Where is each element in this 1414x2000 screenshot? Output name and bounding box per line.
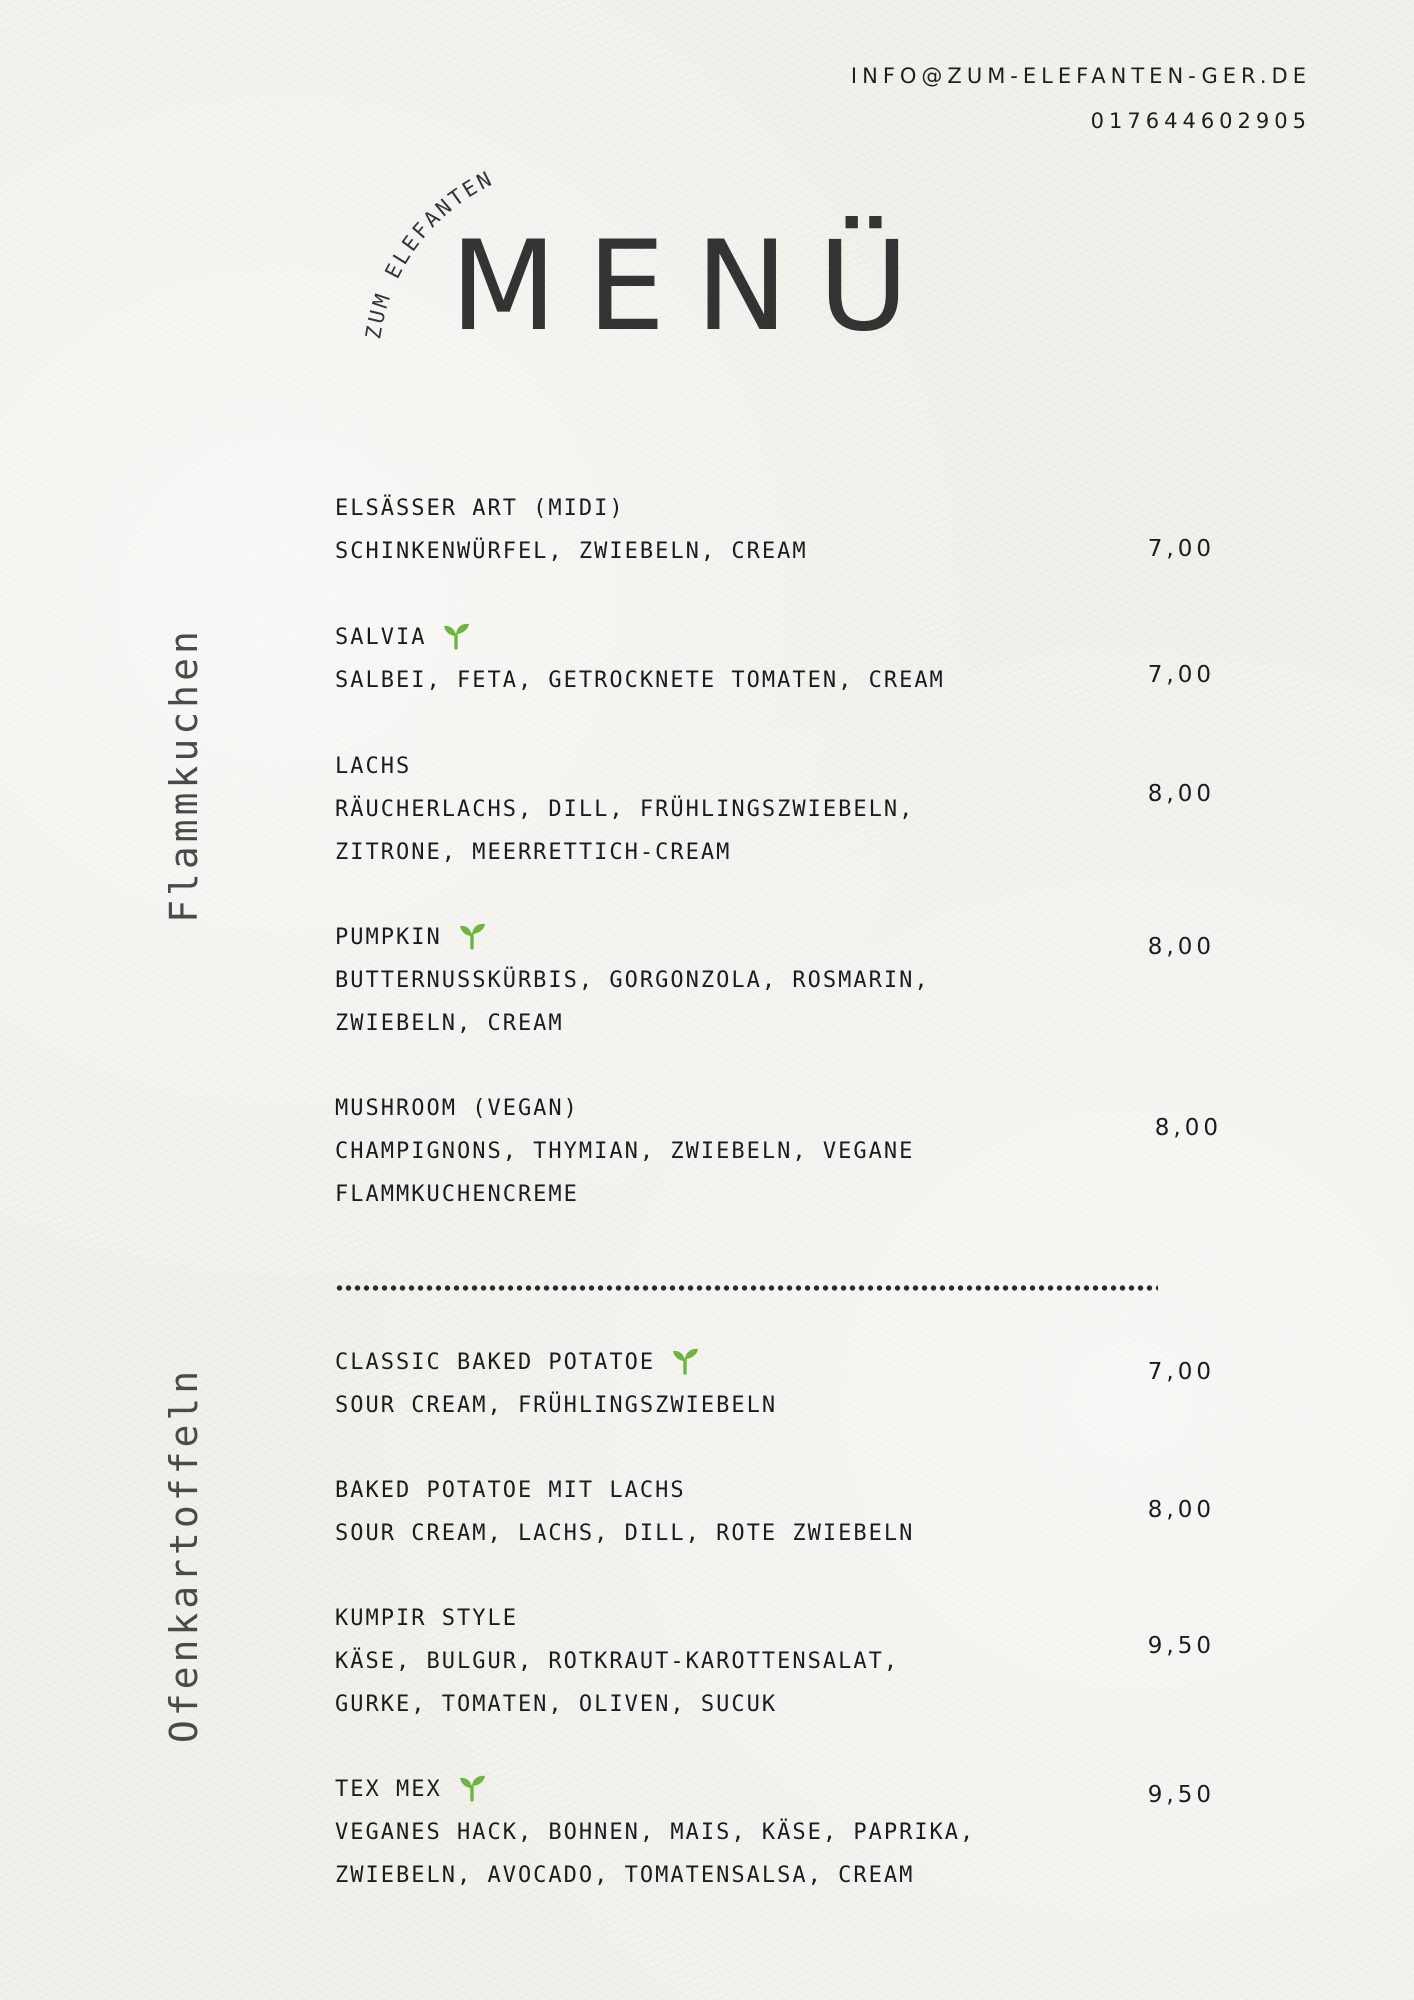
- item-price: 9,50: [1147, 1633, 1215, 1659]
- item-description: SALBEI, FETA, GETROCKNETE TOMATEN, CREAM: [335, 668, 945, 693]
- item-description: CHAMPIGNONS, THYMIAN, ZWIEBELN, VEGANE: [335, 1139, 915, 1164]
- menu-item: [335, 1341, 1215, 1427]
- item-description: RÄUCHERLACHS, DILL, FRÜHLINGSZWIEBELN,: [335, 797, 915, 822]
- arc-subtitle-text: ZUM ELEFANTEN: [361, 165, 498, 341]
- menu-item: [335, 1768, 1215, 1897]
- contact-email[interactable]: INFO@ZUM-ELEFANTEN-GER.DE: [850, 64, 1311, 88]
- item-name: PUMPKIN: [335, 916, 1215, 959]
- sprout-icon: [458, 1772, 488, 1802]
- item-name: MUSHROOM (VEGAN): [335, 1096, 579, 1121]
- menu-item: [335, 487, 1215, 573]
- menu-item: [335, 745, 1215, 874]
- menu-item: [335, 616, 1215, 702]
- menu-item: [335, 916, 1215, 1045]
- sprout-icon: [442, 620, 472, 650]
- item-name: SALVIA: [335, 616, 1215, 659]
- item-description: ZWIEBELN, AVOCADO, TOMATENSALSA, CREAM: [335, 1863, 915, 1888]
- item-price: 9,50: [1147, 1782, 1215, 1808]
- item-description: KÄSE, BULGUR, ROTKRAUT-KAROTTENSALAT,: [335, 1649, 900, 1674]
- item-description: GURKE, TOMATEN, OLIVEN, SUCUK: [335, 1692, 778, 1717]
- item-price: 7,00: [1147, 536, 1215, 562]
- item-price: 8,00: [1147, 934, 1215, 960]
- menu-item: [335, 1597, 1215, 1726]
- contact-phone[interactable]: 017644602905: [1090, 109, 1311, 133]
- item-name: ELSÄSSER ART (MIDI): [335, 496, 625, 521]
- item-description: ZITRONE, MEERRETTICH-CREAM: [335, 840, 732, 865]
- item-name: BAKED POTATOE MIT LACHS: [335, 1478, 686, 1503]
- item-price: 7,00: [1147, 662, 1215, 688]
- item-description: SOUR CREAM, FRÜHLINGSZWIEBELN: [335, 1393, 778, 1418]
- item-price: 8,00: [1147, 1497, 1215, 1523]
- item-name: KUMPIR STYLE: [335, 1606, 518, 1631]
- menu-item: [335, 1469, 1215, 1555]
- item-price: 7,00: [1147, 1359, 1215, 1385]
- item-description: VEGANES HACK, BOHNEN, MAIS, KÄSE, PAPRIKA,: [335, 1820, 976, 1845]
- sprout-icon: [671, 1345, 701, 1375]
- menu-item: [335, 1087, 1222, 1216]
- section-divider: [335, 1285, 1158, 1291]
- item-description: ZWIEBELN, CREAM: [335, 1011, 564, 1036]
- item-price: 8,00: [1147, 781, 1215, 807]
- item-description: FLAMMKUCHENCREME: [335, 1182, 579, 1207]
- item-description: SOUR CREAM, LACHS, DILL, ROTE ZWIEBELN: [335, 1521, 915, 1546]
- item-description: SCHINKENWÜRFEL, ZWIEBELN, CREAM: [335, 539, 808, 564]
- section-label-text: Ofenkartoffeln: [162, 1366, 206, 1744]
- item-name: LACHS: [335, 754, 412, 779]
- item-name: TEX MEX: [335, 1768, 1215, 1811]
- section-label-text: Flammkuchen: [162, 627, 206, 923]
- item-price: 8,00: [1154, 1115, 1222, 1141]
- page-title: MENÜ: [450, 215, 939, 359]
- item-description: BUTTERNUSSKÜRBIS, GORGONZOLA, ROSMARIN,: [335, 968, 930, 993]
- item-name: CLASSIC BAKED POTATOE: [335, 1341, 1215, 1384]
- sprout-icon: [458, 920, 488, 950]
